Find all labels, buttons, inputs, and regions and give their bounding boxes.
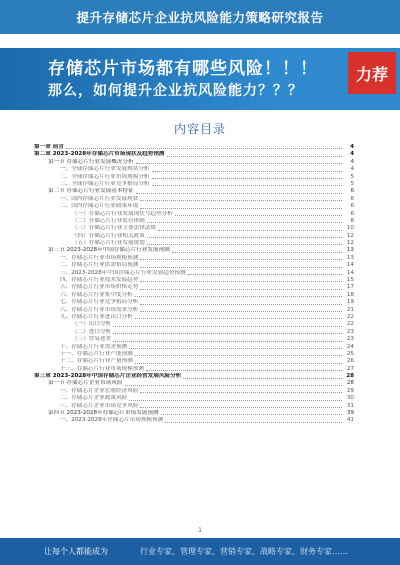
toc-entry-page: 13 (346, 254, 354, 261)
toc-entry-title: 第一章 前言 (34, 144, 64, 150)
toc-entry[interactable] (34, 321, 354, 328)
toc-entry-title: 一、全球存储芯片行业发展现状分析 (60, 166, 150, 173)
toc-leader-dots (152, 178, 342, 179)
toc-leader-dots (152, 185, 342, 186)
toc-entry-page: 28 (346, 373, 354, 380)
toc-heading: 内容目录 (173, 122, 226, 136)
toc-entry[interactable] (34, 284, 354, 291)
toc-leader-dots (147, 244, 342, 245)
toc-entry-title: （二）进口分析 (72, 328, 112, 335)
toc-entry-page: 6 (350, 195, 354, 202)
toc-entry-title: 二、国内存储芯片行业政策环境 (60, 203, 139, 210)
toc-leader-dots (175, 215, 342, 216)
toc-entry-title: 二、存储芯片行业供需格局预测 (60, 262, 139, 269)
toc-entry-title: 十二、存储芯片行业产量预测 (60, 358, 133, 365)
toc-leader-dots (172, 252, 342, 253)
toc-entry-page: 4 (350, 166, 354, 173)
toc-entry-page: 25 (346, 350, 354, 357)
toc-entry-title: 十三、存储芯片行业市场规模预测 (60, 365, 144, 372)
toc-leader-dots (140, 259, 342, 260)
toc-entry-title: 六、存储芯片行业集中度分析 (60, 291, 133, 298)
toc-entry-title: 九、存储芯片行业进出口分析 (60, 313, 133, 320)
toc-entry-title: 第四节 2023-2028年存储芯片市场发展预测 (48, 410, 159, 417)
toc-leader-dots (140, 392, 342, 393)
toc-entry[interactable] (34, 373, 354, 380)
toc-leader-dots (147, 222, 342, 223)
toc-entry-page: 13 (346, 247, 354, 254)
toc-entry-title: 一、存储芯片行业市场规模预测 (60, 254, 139, 261)
toc-leader-dots (140, 281, 342, 282)
toc-entry-title: 十、存储芯片行业需求预测 (60, 343, 128, 350)
toc-entry[interactable] (34, 277, 354, 284)
toc-entry-title: 第一节 存储芯片企业市场风险 (48, 380, 123, 387)
toc-entry-title: 八、存储芯片行业市场需求分析 (60, 306, 139, 313)
toc-entry-title: 第二节 存储芯片行业发展基本特征 (48, 188, 134, 195)
toc-leader-dots (113, 333, 342, 334)
footer-slogan: 让每个人都能成为 (44, 547, 108, 556)
toc-leader-dots (125, 385, 343, 386)
toc-entry[interactable] (34, 344, 354, 351)
toc-leader-dots (188, 274, 342, 275)
toc-leader-dots (140, 208, 342, 209)
toc-entry-page: 41 (346, 417, 354, 424)
toc-leader-dots (140, 200, 342, 201)
toc-entry[interactable] (34, 196, 354, 203)
toc-entry[interactable] (34, 292, 354, 299)
toc-entry[interactable] (34, 410, 354, 417)
toc-entry-page: 28 (346, 380, 354, 387)
toc-entry-title: 二、全球存储芯片行业市场规模分析 (60, 173, 150, 180)
toc-entry-page: 5 (350, 180, 354, 187)
toc-entry-title: （三）贸易逆差 (72, 336, 112, 343)
toc-entry-page: 18 (346, 291, 354, 298)
toc-entry-page: 12 (346, 232, 354, 239)
toc-entry-page: 4 (350, 151, 354, 158)
toc-entry-page: 19 (346, 299, 354, 306)
toc-entry[interactable] (34, 225, 354, 232)
toc-entry-title: 第三章 2023-2028年中国存储芯片企业经营发展风险分析 (34, 373, 182, 380)
toc-entry[interactable] (34, 247, 354, 254)
toc-entry-page: 24 (346, 343, 354, 350)
toc-leader-dots (135, 355, 342, 356)
toc-entry-page: 4 (350, 144, 354, 150)
toc-entry-page: 8 (350, 217, 354, 224)
toc-leader-dots (140, 311, 342, 312)
toc-leader-dots (183, 378, 342, 379)
toc-leader-dots (140, 267, 342, 268)
toc-entry-page: 26 (346, 358, 354, 365)
toc-entry-title: 二、存储芯片企业政策风险 (60, 395, 128, 402)
toc-entry-title: 一、国内存储芯片行业发展现状 (60, 195, 139, 202)
toc-entry-title: （三）存储芯片行业主要法律法规 (72, 225, 156, 232)
toc-leader-dots (146, 370, 342, 371)
report-title: 提升存储芯片企业抗风险能力策略研究报告 (76, 10, 324, 25)
table-of-contents (34, 144, 354, 524)
toc-leader-dots (129, 348, 342, 349)
toc-leader-dots (135, 363, 342, 364)
toc-entry[interactable] (34, 262, 354, 269)
toc-entry-page: 6 (350, 203, 354, 210)
toc-entry-title: 四、存储芯片行业技术发展趋势 (60, 277, 139, 284)
toc-entry-title: （一）存储芯片行业发展现状与趋势分析 (72, 210, 173, 217)
toc-entry-title: 三、全球存储芯片行业竞争格局分析 (60, 180, 150, 187)
top-header-bar (0, 0, 400, 34)
toc-entry[interactable] (34, 240, 354, 247)
toc-entry-page: 14 (346, 269, 354, 276)
toc-entry-page: 21 (346, 306, 354, 313)
toc-entry-page: 39 (346, 410, 354, 417)
toc-entry[interactable] (34, 381, 354, 388)
toc-entry-page: 27 (346, 365, 354, 372)
toc-entry-page: 5 (350, 173, 354, 180)
toc-leader-dots (140, 289, 342, 290)
toc-entry-page: 12 (346, 240, 354, 247)
toc-entry[interactable] (34, 403, 354, 410)
toc-leader-dots (135, 296, 342, 297)
toc-entry-title: 五、存储芯片行业市场价格走势 (60, 284, 139, 291)
promo-banner (0, 48, 400, 110)
toc-leader-dots (167, 156, 342, 157)
toc-entry[interactable] (34, 218, 354, 225)
toc-entry-page: 31 (346, 402, 354, 409)
toc-entry-page: 17 (346, 284, 354, 291)
toc-leader-dots (140, 304, 342, 305)
toc-leader-dots (158, 230, 342, 231)
toc-entry-page: 6 (350, 210, 354, 217)
toc-leader-dots (136, 163, 342, 164)
toc-entry[interactable] (34, 211, 354, 218)
toc-leader-dots (113, 341, 342, 342)
toc-entry-title: 一、存储芯片企业宏观经济风险 (60, 387, 139, 394)
toc-entry[interactable] (34, 174, 354, 181)
toc-entry-title: 一、2023-2028年存储芯片市场规模预测 (60, 417, 164, 424)
toc-leader-dots (66, 148, 342, 149)
toc-entry[interactable] (34, 166, 354, 173)
toc-entry-title: （二）存储芯片行业监管体制 (72, 217, 145, 224)
toc-entry[interactable] (34, 181, 354, 188)
toc-entry[interactable] (34, 366, 354, 373)
toc-leader-dots (140, 407, 342, 408)
toc-entry[interactable] (34, 233, 354, 240)
footer-bar (0, 538, 400, 565)
toc-entry-title: （四）存储芯片行业相关政策 (72, 232, 145, 239)
toc-entry[interactable] (34, 144, 354, 151)
toc-leader-dots (135, 318, 342, 319)
toc-entry-page: 6 (350, 188, 354, 195)
toc-entry[interactable] (34, 203, 354, 210)
toc-entry-page: 29 (346, 387, 354, 394)
toc-entry[interactable] (34, 351, 354, 358)
toc-leader-dots (136, 193, 342, 194)
toc-entry[interactable] (34, 395, 354, 402)
banner-headline: 存储芯片市场都有哪些风险！！！ (48, 59, 318, 79)
toc-entry[interactable] (34, 299, 354, 306)
toc-entry-title: 三、存储芯片企业市场竞争风险 (60, 402, 139, 409)
toc-entry-title: （一）出口分析 (72, 321, 112, 328)
toc-entry-title: 七、存储芯片行业竞争格局分析 (60, 299, 139, 306)
toc-entry-title: 第一节 存储芯片行业发展概况分析 (48, 158, 134, 165)
toc-leader-dots (147, 237, 342, 238)
toc-entry[interactable] (34, 336, 354, 343)
toc-entry-page: 30 (346, 395, 354, 402)
toc-entry[interactable] (34, 417, 354, 424)
toc-leader-dots (161, 414, 342, 415)
toc-entry[interactable] (34, 314, 354, 321)
toc-entry-title: 第二章 2023-2028年存储芯片市场现状及趋势预测 (34, 151, 165, 158)
toc-entry-page: 14 (346, 262, 354, 269)
toc-leader-dots (165, 422, 342, 423)
toc-entry-title: 第三节 2023-2028年中国存储芯片行业发展预测 (48, 247, 170, 254)
toc-leader-dots (113, 326, 342, 327)
toc-entry[interactable] (34, 159, 354, 166)
toc-entry[interactable] (34, 188, 354, 195)
toc-entry-title: 三、2023-2028年中国存储芯片行业发展趋势预测 (60, 269, 186, 276)
toc-entry[interactable] (34, 307, 354, 314)
toc-leader-dots (129, 400, 342, 401)
toc-entry-page: 22 (346, 313, 354, 320)
toc-entry-page: 22 (346, 321, 354, 328)
toc-entry-page: 23 (346, 336, 354, 343)
recommend-badge: 力荐 (348, 52, 396, 94)
toc-entry-title: （五）存储芯片行业发展规划 (72, 240, 145, 247)
page-number: 1 (198, 527, 202, 534)
toc-entry-title: 十一、存储芯片行业产能预测 (60, 350, 133, 357)
toc-entry-page: 15 (346, 277, 354, 284)
toc-entry[interactable] (34, 329, 354, 336)
toc-entry-page: 23 (346, 328, 354, 335)
toc-entry[interactable] (34, 388, 354, 395)
toc-leader-dots (152, 171, 342, 172)
toc-entry-page: 10 (346, 225, 354, 232)
toc-entry-page: 4 (350, 158, 354, 165)
footer-expert-list: 行业专家、管理专家、营销专家、战略专家、财务专家…… (140, 547, 348, 556)
toc-entry[interactable] (34, 255, 354, 262)
toc-entry[interactable] (34, 151, 354, 158)
toc-entry[interactable] (34, 270, 354, 277)
banner-subheadline: 那么，如何提升企业抗风险能力？？？ (48, 83, 303, 99)
toc-entry[interactable] (34, 358, 354, 365)
